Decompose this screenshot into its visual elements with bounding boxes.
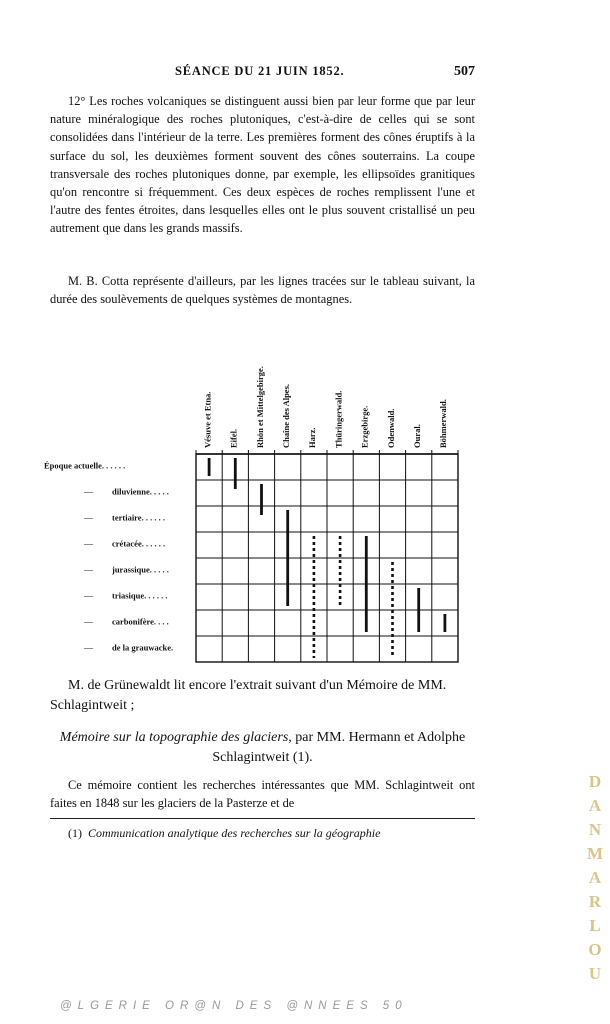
row-label: Époque actuelle. . . . . . — [44, 460, 126, 471]
column-label: Böhmerwald. — [438, 399, 449, 448]
memoire-title — [50, 728, 475, 768]
column-label: Eifel. — [228, 428, 239, 448]
side-watermark: DANMARLOU — [586, 772, 604, 983]
paragraph-volcanic-rocks: 12° Les roches volcaniques se distinguent aussi bien par leur forme que par leur nature minéralogique des roches plutoniques, c'est-à-dire de celles qui se sont consolidées dans l'intérieur de la terre. Les premières forment des cônes éruptifs à la surface du sol, les deuxièmes forment souvent des cônes souterrains. La coupe transversale des roches plutoniques donne, par exemple, les ellipsoïdes granitiques qu'on rencontre si fréquemment. Ces deux espèces de roches remplissent l'une et l'autre des fentes étroites, dans lesquelles elles ont le plus souvent cristallisé un peu autrement que dans les grands massifs. — [50, 94, 475, 236]
running-header — [60, 64, 475, 84]
row-label: diluvienne. . . . . — [112, 486, 169, 497]
row-dash: — — [84, 590, 93, 601]
page-number: 507 — [454, 64, 475, 79]
memoire-title-italic: Mémoire sur la topographie des glaciers — [59, 730, 289, 745]
column-label: Oural. — [412, 424, 423, 448]
row-label: crétacée. . . . . . — [112, 538, 166, 549]
paragraph-grunewaldt: M. de Grünewaldt lit encore l'extrait suivant d'un Mémoire de MM. Schlagintweit ; — [50, 678, 447, 713]
row-label: carbonifère. . . . — [112, 616, 169, 627]
row-dash: — — [84, 642, 93, 653]
row-label: de la grauwacke. — [112, 642, 174, 653]
column-label: Harz. — [307, 427, 318, 448]
paragraph-cotta: M. B. Cotta représente d'ailleurs, par les lignes tracées sur le tableau suivant, la durée des soulèvements de quelques systèmes de montagnes. — [50, 274, 475, 307]
column-label: Erzgebirge. — [359, 405, 370, 448]
column-label: Odenwald. — [385, 408, 396, 448]
column-label: Vésuve et Etna. — [202, 391, 213, 448]
row-label: jurassique. . . . . — [112, 564, 169, 575]
column-label: Thüringerwald. — [333, 390, 344, 448]
memoire-title-authors: , par MM. Hermann et Adolphe Schlagintweit (1). — [212, 730, 466, 765]
column-label: Rhön et Mittelgebirge. — [254, 366, 265, 448]
row-dash: — — [84, 538, 93, 549]
footnote-marker: (1) — [68, 826, 82, 840]
row-label: triasique. . . . . . — [112, 590, 168, 601]
bottom-watermark: @LGERIE OR@N DES @NNEES 50 — [60, 1000, 408, 1012]
footnote-text: Communication analytique des recherches sur la géographie — [88, 826, 381, 840]
row-dash: — — [84, 486, 93, 497]
uplift-chart — [40, 336, 470, 670]
row-dash: — — [84, 616, 93, 627]
column-label: Chaîne des Alpes. — [281, 384, 292, 448]
footnote-rule — [50, 818, 475, 819]
footnote — [68, 826, 478, 841]
paragraph-memoire: Ce mémoire contient les recherches intéressantes que MM. Schlagintweit ont faites en 1848 sur les glaciers de la Pasterze et de — [50, 778, 475, 810]
row-label: tertiaire. . . . . . — [112, 512, 165, 523]
header-title: SÉANCE DU 21 JUIN 1852. — [175, 64, 345, 78]
row-dash: — — [84, 512, 93, 523]
row-dash: — — [84, 564, 93, 575]
